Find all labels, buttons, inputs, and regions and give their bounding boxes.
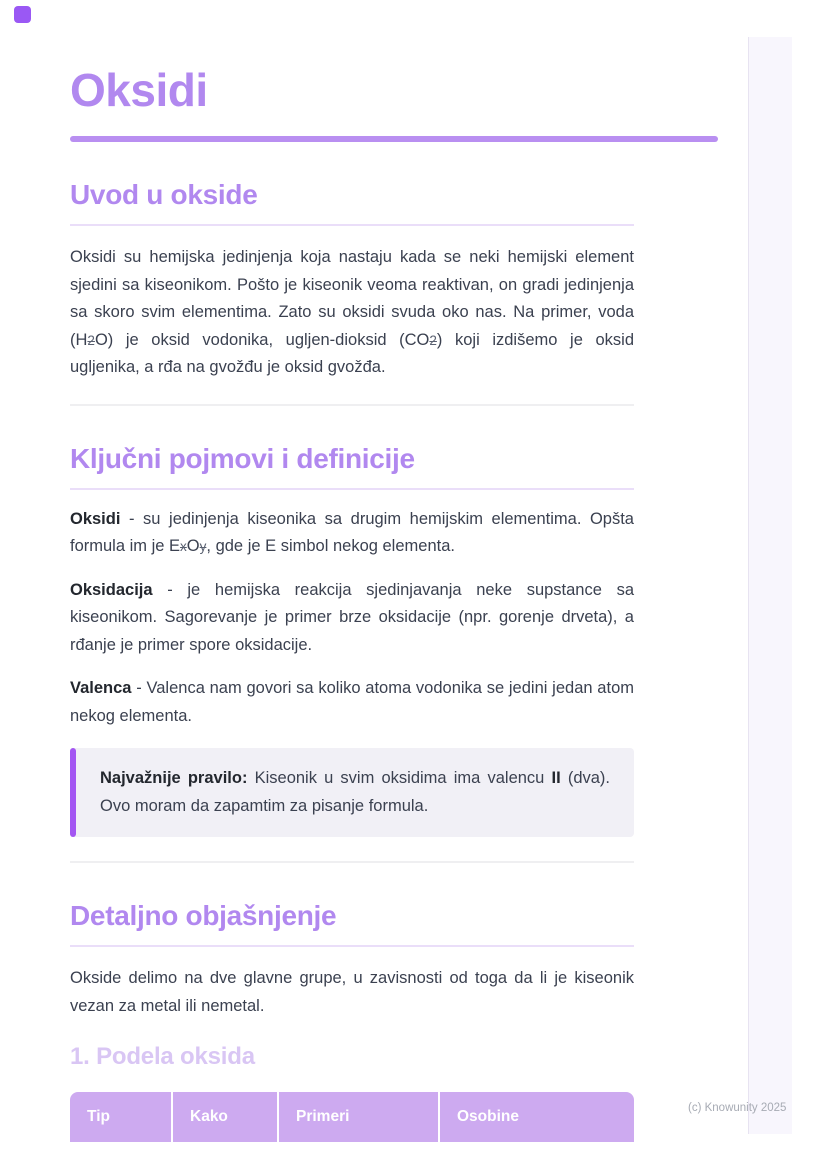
section-heading-intro: Uvod u okside (70, 178, 634, 226)
text-run: O) je oksid vodonika, ugljen-dioksid (CO (94, 330, 430, 349)
bold-term: Oksidacija (70, 580, 153, 599)
important-rule-callout (70, 748, 634, 837)
text-run: O (186, 537, 200, 555)
text-run: Kiseonik u svim oksidima ima valencu (247, 769, 552, 787)
bold-term: II (551, 769, 561, 787)
section-divider (70, 404, 634, 406)
callout-accent-bar (70, 748, 76, 837)
text-run: , gde je E simbol nekog elementa. (206, 537, 455, 555)
text-run: - je hemijska reakcija sjedinjavanja neke supstance sa kiseonikom. Sagorevanje je primer brze oksidacije (npr. gorenje drveta), a rđanje je primer spore oksidacije. (70, 580, 634, 654)
definition-oksidi (70, 506, 634, 561)
document-content (70, 0, 634, 1142)
brand-corner-badge (14, 6, 31, 23)
detail-paragraph: Okside delimo na dve glavne grupe, u zavisnosti od toga da li je kiseonik vezan za metal ili nemetal. (70, 969, 634, 1015)
bold-term: Oksidi (70, 509, 121, 528)
definition-valenca (70, 675, 634, 730)
subheading-podela-oksida: 1. Podela oksida (70, 1043, 255, 1070)
subscript-strike-text: x (180, 539, 187, 554)
definition-oksidacija (70, 577, 634, 660)
callout-text (100, 765, 610, 820)
text-run: - Valenca nam govori sa koliko atoma vodonika se jedini jedan atom nekog elementa. (70, 679, 634, 725)
title-rule-divider (70, 136, 718, 142)
section-heading-detail: Detaljno objašnjenje (70, 899, 634, 947)
table-column-header-primeri: Primeri (279, 1092, 440, 1142)
subscript-strike-text: 2 (87, 332, 95, 348)
page-edge-strip (748, 37, 792, 1134)
definitions-list (70, 506, 634, 731)
text-run: ) koji izdišemo je oksid ugljenika, a rđa na gvožđu je oksid gvožđa. (70, 330, 634, 376)
text-run: (dva). Ovo moram da zapamtim za pisanje formula. (100, 769, 610, 815)
bold-term: Valenca (70, 679, 132, 697)
subscript-strike-text: y (199, 539, 207, 554)
page-title: Oksidi (70, 64, 208, 116)
section-heading-key-terms: Ključni pojmovi i definicije (70, 442, 634, 490)
table-column-header-tip: Tip (70, 1092, 173, 1142)
intro-paragraph (70, 244, 634, 382)
table-column-header-kako: Kako (173, 1092, 279, 1142)
oxide-table-header-row (70, 1092, 634, 1142)
section-divider (70, 861, 634, 863)
text-run: - su jedinjenja kiseonika sa drugim hemijskim elementima. Opšta formula im je E (70, 509, 634, 555)
text-run: Oksidi su hemijska jedinjenja koja nastaju kada se neki hemijski element sjedini sa kiseonikom. Pošto je kiseonik veoma reaktivan, on gradi jedinjenja sa skoro svim elementima. Zato su oksidi svuda oko nas. Na primer, voda (H (70, 248, 634, 349)
copyright-notice: (c) Knowunity 2025 (688, 1102, 787, 1114)
bold-term: Najvažnije pravilo: (100, 769, 248, 787)
table-column-header-osobine: Osobine (457, 1108, 520, 1125)
subscript-strike-text: 2 (429, 332, 437, 348)
